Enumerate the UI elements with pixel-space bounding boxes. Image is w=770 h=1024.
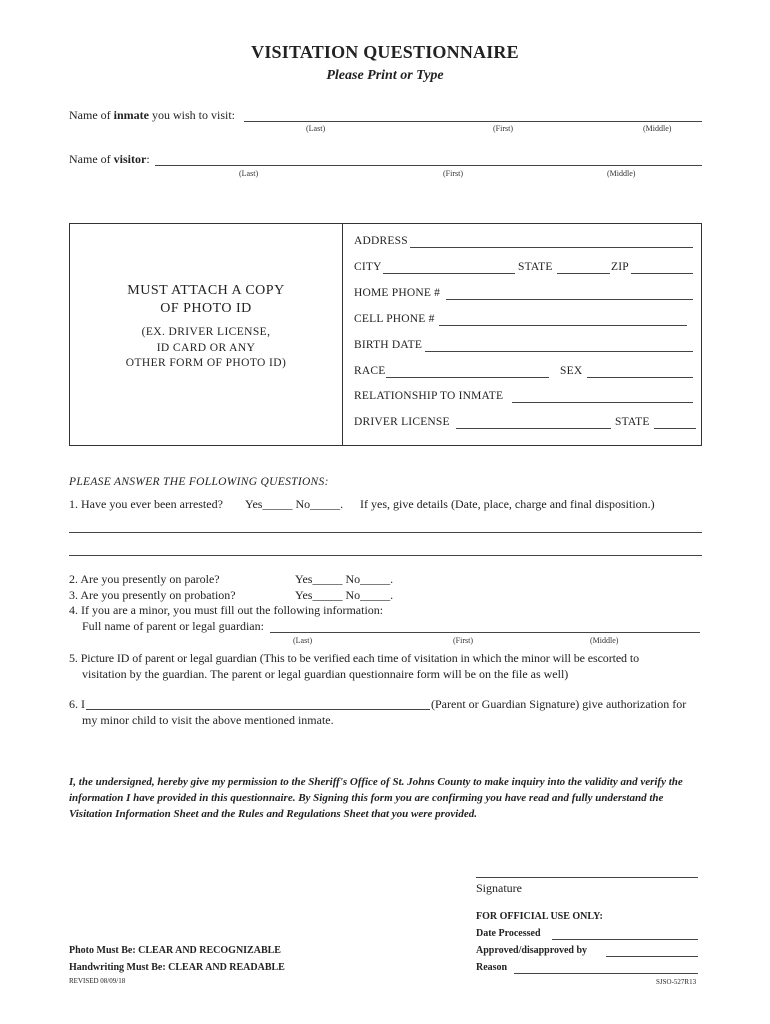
inmate-label-suffix: you wish to visit: bbox=[148, 108, 235, 122]
dl-state-field[interactable] bbox=[654, 428, 696, 429]
city-label: CITY bbox=[354, 261, 382, 273]
address-label: ADDRESS bbox=[354, 235, 408, 247]
page-title: VISITATION QUESTIONNAIRE bbox=[251, 42, 519, 62]
photo-id-note-3: OTHER FORM OF PHOTO ID) bbox=[125, 357, 287, 369]
questions-heading: PLEASE ANSWER THE FOLLOWING QUESTIONS: bbox=[69, 476, 329, 488]
q2-yes-no[interactable]: Yes_____ No_____. bbox=[295, 572, 394, 586]
visitor-middle-caption: (Middle) bbox=[607, 169, 636, 178]
signature-field[interactable] bbox=[476, 877, 698, 878]
zip-label: ZIP bbox=[611, 261, 629, 273]
q1-details-line-1[interactable] bbox=[69, 532, 702, 533]
cell-phone-field[interactable] bbox=[439, 325, 687, 326]
consent-statement: I, the undersigned, hereby give my permission to the Sheriff's Office of St. Johns County to make inquiry into the validity and verify the information I have provided in this questionnaire. By Signing this form you are confirming you have read and fully understand the Visitation Information Sheet and the Rules and Regulations Sheet that you were provided. bbox=[69, 776, 683, 820]
reason-label: Reason bbox=[476, 962, 508, 973]
q4-text: 4. If you are a minor, you must fill out the following information: bbox=[69, 603, 384, 617]
q4-first-caption: (First) bbox=[453, 636, 473, 645]
approved-field[interactable] bbox=[606, 956, 698, 957]
state-field[interactable] bbox=[557, 273, 610, 274]
cell-phone-label: CELL PHONE # bbox=[354, 313, 435, 325]
reason-field[interactable] bbox=[514, 973, 698, 974]
photo-requirement-note: Photo Must Be: CLEAR AND RECOGNIZABLE bbox=[69, 945, 281, 956]
form-code: SJSO-527R13 bbox=[656, 978, 697, 986]
q2-text: 2. Are you presently on parole? bbox=[69, 572, 220, 586]
birth-date-label: BIRTH DATE bbox=[354, 339, 423, 351]
inmate-label-emph: inmate bbox=[113, 108, 149, 122]
birth-date-field[interactable] bbox=[425, 351, 693, 352]
revised-date: REVISED 08/09/18 bbox=[69, 977, 126, 985]
inmate-name-label bbox=[69, 108, 235, 123]
box-divider bbox=[342, 224, 343, 445]
q1-yes-no[interactable]: Yes_____ No_____. bbox=[245, 497, 344, 511]
inmate-name-field[interactable] bbox=[244, 121, 702, 122]
page-subtitle: Please Print or Type bbox=[326, 68, 444, 83]
relationship-label: RELATIONSHIP TO INMATE bbox=[354, 390, 504, 402]
q3-text: 3. Are you presently on probation? bbox=[69, 588, 236, 602]
state-label: STATE bbox=[518, 261, 553, 273]
q4-guardian-label: Full name of parent or legal guardian: bbox=[82, 619, 264, 633]
sex-field[interactable] bbox=[587, 377, 693, 378]
q4-guardian-field[interactable] bbox=[270, 632, 700, 633]
city-field[interactable] bbox=[383, 273, 515, 274]
photo-id-title-1: MUST ATTACH A COPY bbox=[127, 283, 285, 298]
approved-label: Approved/disapproved by bbox=[476, 945, 588, 956]
date-processed-field[interactable] bbox=[552, 939, 698, 940]
driver-license-label: DRIVER LICENSE bbox=[354, 416, 450, 428]
relationship-field[interactable] bbox=[512, 402, 693, 403]
visitor-first-caption: (First) bbox=[443, 169, 463, 178]
q5-line-1: 5. Picture ID of parent or legal guardian (This to be verified each time of visitation in which the minor will be escorted to bbox=[69, 651, 639, 665]
address-field[interactable] bbox=[410, 247, 693, 248]
q1-details-line-2[interactable] bbox=[69, 555, 702, 556]
dl-state-label: STATE bbox=[615, 416, 650, 428]
official-use-heading: FOR OFFICIAL USE ONLY: bbox=[476, 911, 603, 922]
photo-id-note-1: (EX. DRIVER LICENSE, bbox=[141, 326, 271, 338]
q5-line-2: visitation by the guardian. The parent or legal guardian questionnaire form will be on the file as well) bbox=[82, 667, 569, 681]
date-processed-label: Date Processed bbox=[476, 928, 541, 939]
q6-line-2: my minor child to visit the above mentioned inmate. bbox=[82, 713, 334, 727]
photo-id-note-2: ID CARD OR ANY bbox=[156, 342, 256, 354]
q1-text: 1. Have you ever been arrested? bbox=[69, 497, 223, 511]
driver-license-field[interactable] bbox=[456, 428, 611, 429]
q4-last-caption: (Last) bbox=[293, 636, 313, 645]
q4-middle-caption: (Middle) bbox=[590, 636, 619, 645]
visitor-name-field[interactable] bbox=[155, 165, 702, 166]
sex-label: SEX bbox=[560, 365, 583, 377]
q3-yes-no[interactable]: Yes_____ No_____. bbox=[295, 588, 394, 602]
q6-signature-field[interactable] bbox=[86, 709, 430, 710]
handwriting-requirement-note: Handwriting Must Be: CLEAR AND READABLE bbox=[69, 962, 285, 973]
inmate-last-caption: (Last) bbox=[306, 124, 326, 133]
inmate-first-caption: (First) bbox=[493, 124, 513, 133]
q6-suffix: (Parent or Guardian Signature) give authorization for bbox=[431, 697, 687, 711]
visitor-name-label bbox=[69, 152, 150, 167]
inmate-middle-caption: (Middle) bbox=[643, 124, 672, 133]
q6-prefix: 6. I bbox=[69, 697, 85, 711]
visitor-label-prefix: Name of bbox=[69, 152, 114, 166]
q1-details-prompt: If yes, give details (Date, place, charge and final disposition.) bbox=[360, 497, 655, 511]
race-label: RACE bbox=[354, 365, 386, 377]
home-phone-label: HOME PHONE # bbox=[354, 287, 441, 299]
inmate-label-prefix: Name of bbox=[69, 108, 114, 122]
zip-field[interactable] bbox=[631, 273, 693, 274]
race-field[interactable] bbox=[386, 377, 549, 378]
visitor-last-caption: (Last) bbox=[239, 169, 259, 178]
visitor-label-suffix: : bbox=[146, 152, 150, 166]
signature-label: Signature bbox=[476, 881, 522, 895]
photo-id-title-2: OF PHOTO ID bbox=[160, 301, 252, 316]
home-phone-field[interactable] bbox=[446, 299, 693, 300]
visitor-label-emph: visitor bbox=[113, 152, 147, 166]
